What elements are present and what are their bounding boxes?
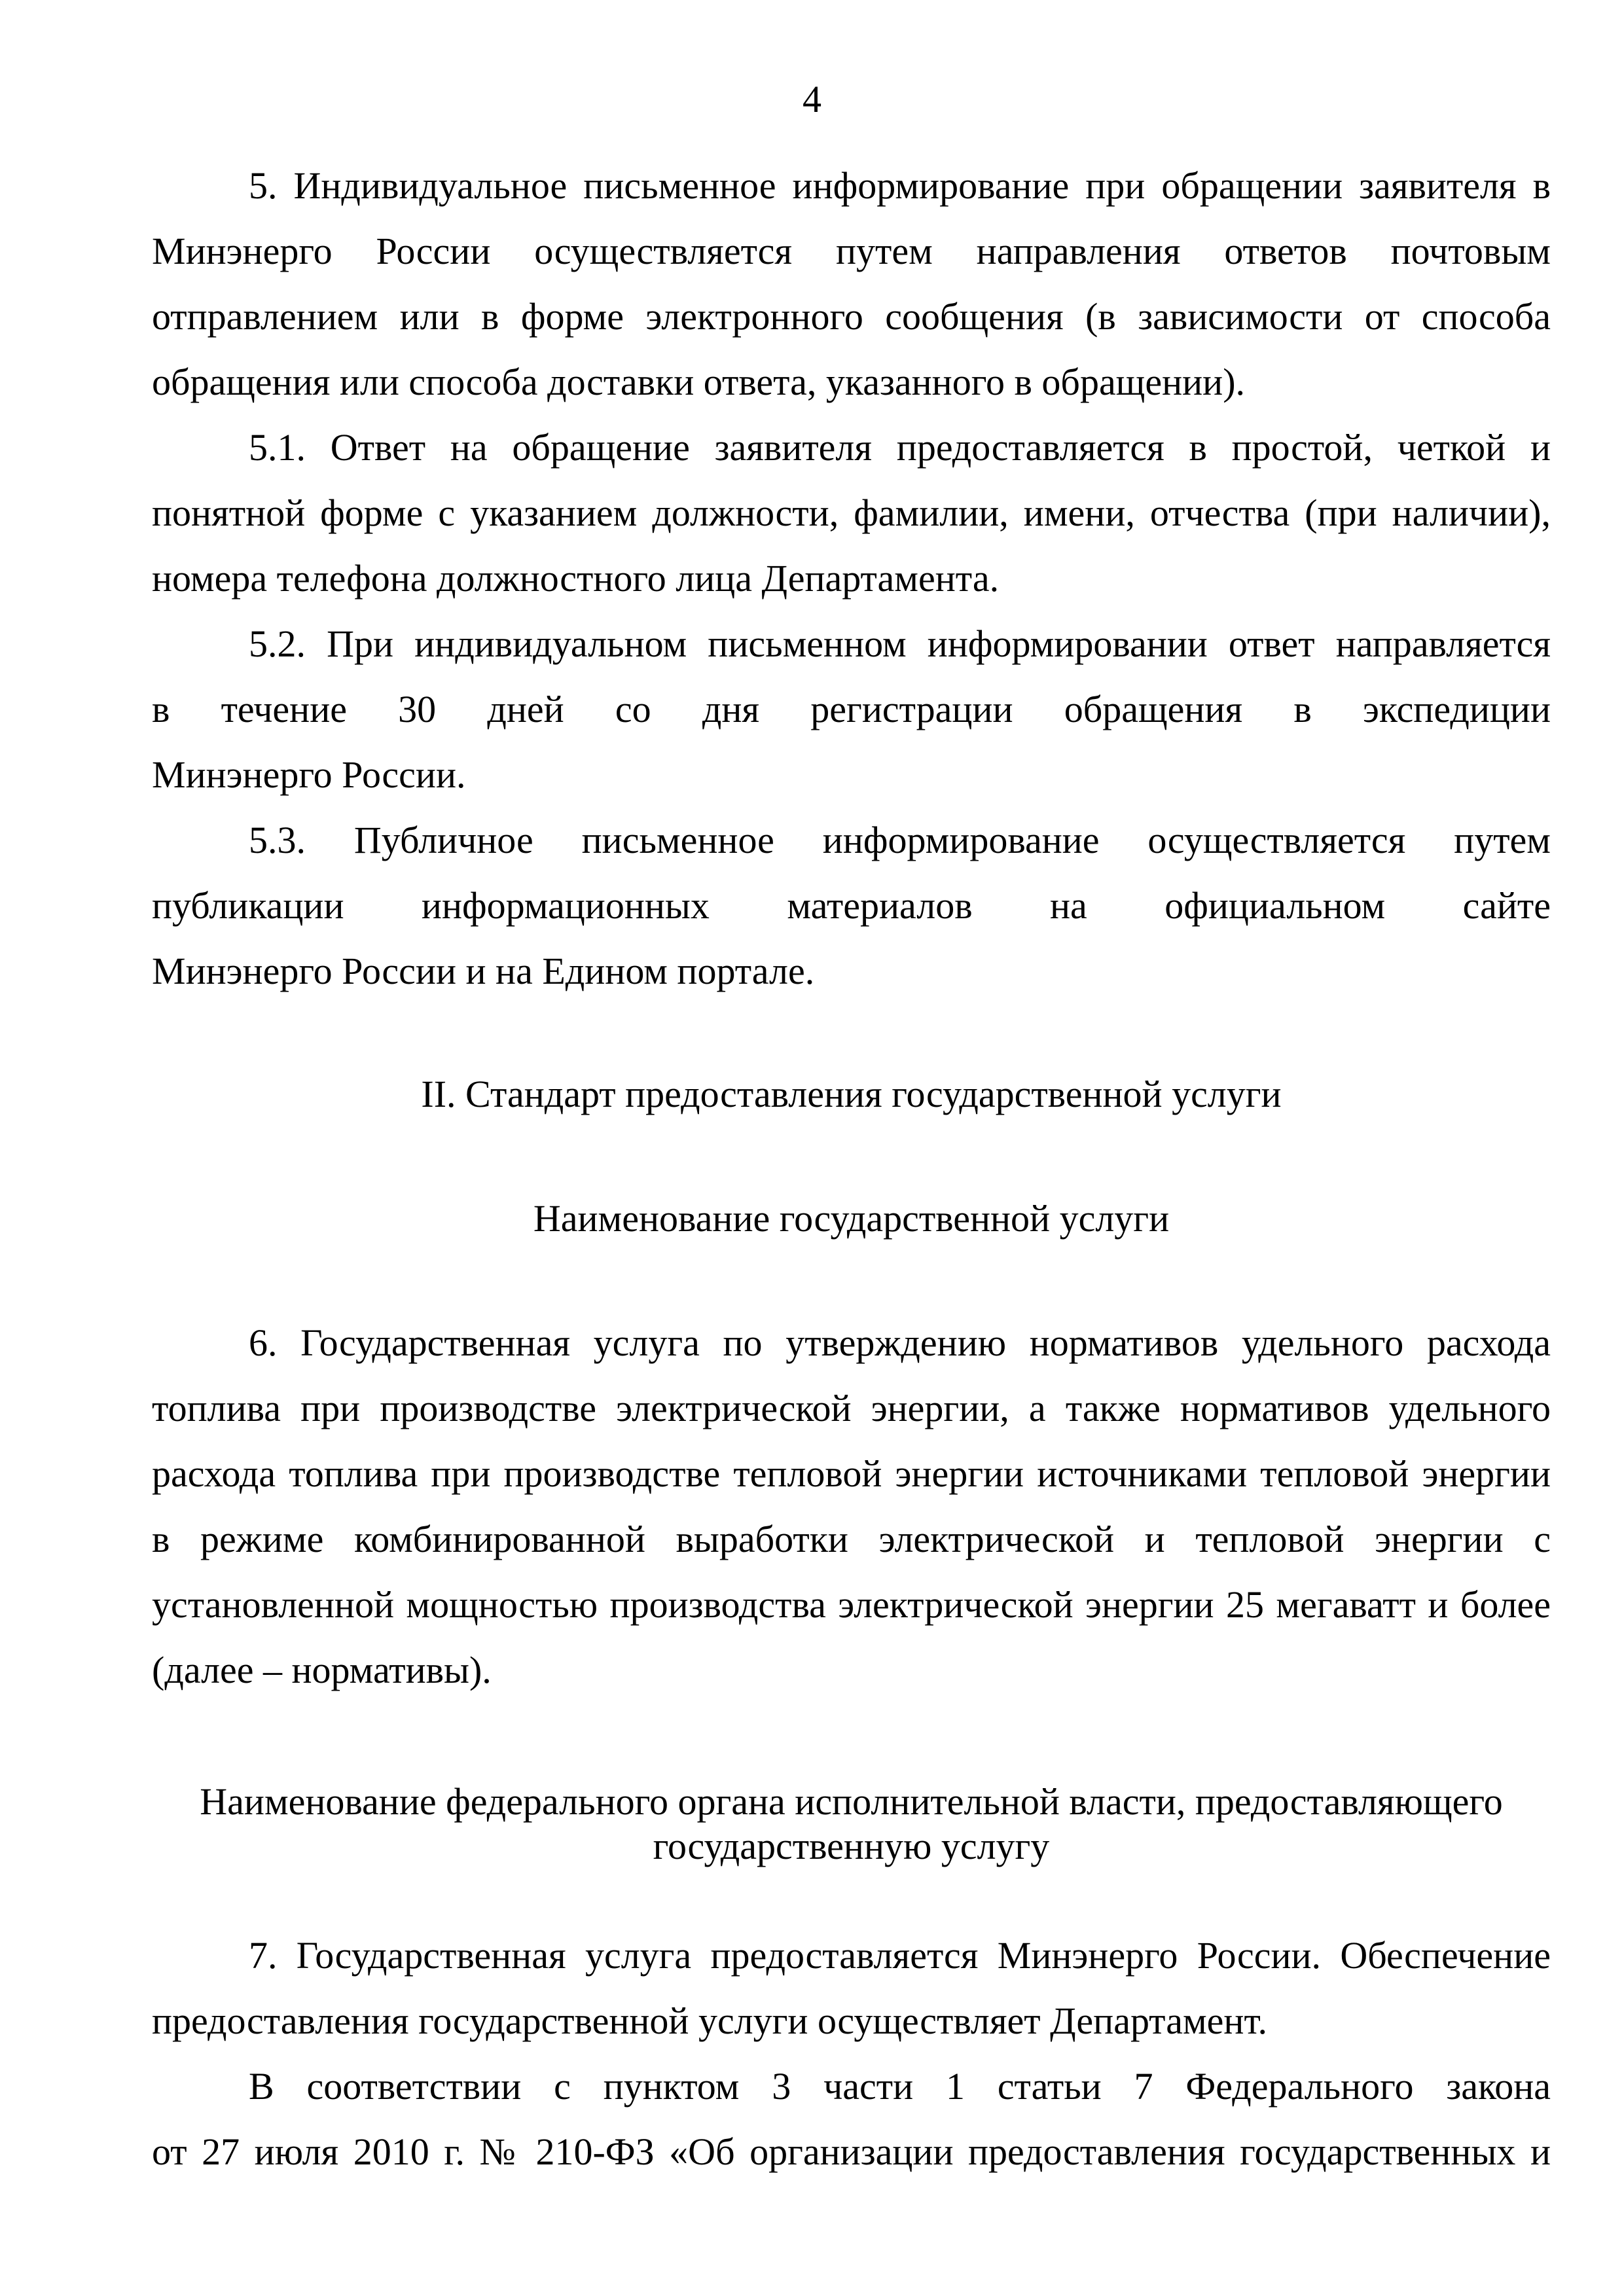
text-line: 5.1. Ответ на обращение заявителя предоставляется в простой, четкой и — [249, 426, 1551, 469]
text-line: в течение 30 дней со дня регистрации обращения в экспедиции — [152, 688, 1551, 730]
paragraph — [152, 611, 1551, 808]
authority-heading-line: государственную услугу — [653, 1825, 1050, 1867]
text-line: публикации информационных материалов на официальном сайте — [152, 884, 1551, 927]
text-line: 5. Индивидуальное письменное информирование при обращении заявителя в — [249, 164, 1551, 207]
text-line: топлива при производстве электрической энергии, а также нормативов удельного — [152, 1387, 1551, 1429]
section-5-informing — [152, 153, 1551, 1004]
text-line: от 27 июля 2010 г. № 210-ФЗ «Об организации предоставления государственных и — [152, 2130, 1551, 2173]
text-line: 7. Государственная услуга предоставляется Минэнерго России. Обеспечение — [249, 1934, 1551, 1977]
section-2-heading: II. Стандарт предоставления государственной услуги — [421, 1073, 1282, 1115]
text-line: расхода топлива при производстве тепловой энергии источниками тепловой энергии — [152, 1452, 1551, 1495]
text-line: 5.2. При индивидуальном письменном информировании ответ направляется — [249, 622, 1551, 665]
paragraph — [152, 808, 1551, 1004]
paragraph — [152, 153, 1551, 415]
text-line: отправлением или в форме электронного сообщения (в зависимости от способа — [152, 295, 1551, 338]
text-line: Минэнерго России и на Едином портале. — [152, 950, 815, 992]
section-6-service-name — [152, 1310, 1551, 1703]
text-line: установленной мощностью производства электрической энергии 25 мегаватт и более — [152, 1583, 1551, 1626]
paragraph — [152, 2054, 1551, 2185]
authority-heading — [152, 1780, 1551, 1869]
paragraph — [152, 415, 1551, 611]
text-line: обращения или способа доставки ответа, указанного в обращении). — [152, 361, 1246, 403]
text-line: Минэнерго России. — [152, 753, 466, 796]
text-line: понятной форме с указанием должности, фамилии, имени, отчества (при наличии), — [152, 492, 1551, 534]
text-line: 5.3. Публичное письменное информирование осуществляется путем — [249, 819, 1551, 861]
text-line: Минэнерго России осуществляется путем направления ответов почтовым — [152, 230, 1551, 272]
text-line: 6. Государственная услуга по утверждению нормативов удельного расхода — [249, 1321, 1551, 1364]
text-line: В соответствии с пунктом 3 части 1 статьи 7 Федерального закона — [249, 2065, 1551, 2108]
text-line: номера телефона должностного лица Департамента. — [152, 557, 1000, 600]
text-line: предоставления государственной услуги осуществляет Департамент. — [152, 2000, 1267, 2042]
paragraph — [152, 1923, 1551, 2054]
text-line: в режиме комбинированной выработки электрической и тепловой энергии с — [152, 1518, 1551, 1560]
text-line: (далее – нормативы). — [152, 1649, 492, 1691]
authority-heading-line: Наименование федерального органа исполнительной власти, предоставляющего — [200, 1780, 1503, 1823]
page-number: 4 — [803, 78, 821, 120]
service-name-heading: Наименование государственной услуги — [533, 1197, 1170, 1240]
section-7-authority — [152, 1923, 1551, 2185]
